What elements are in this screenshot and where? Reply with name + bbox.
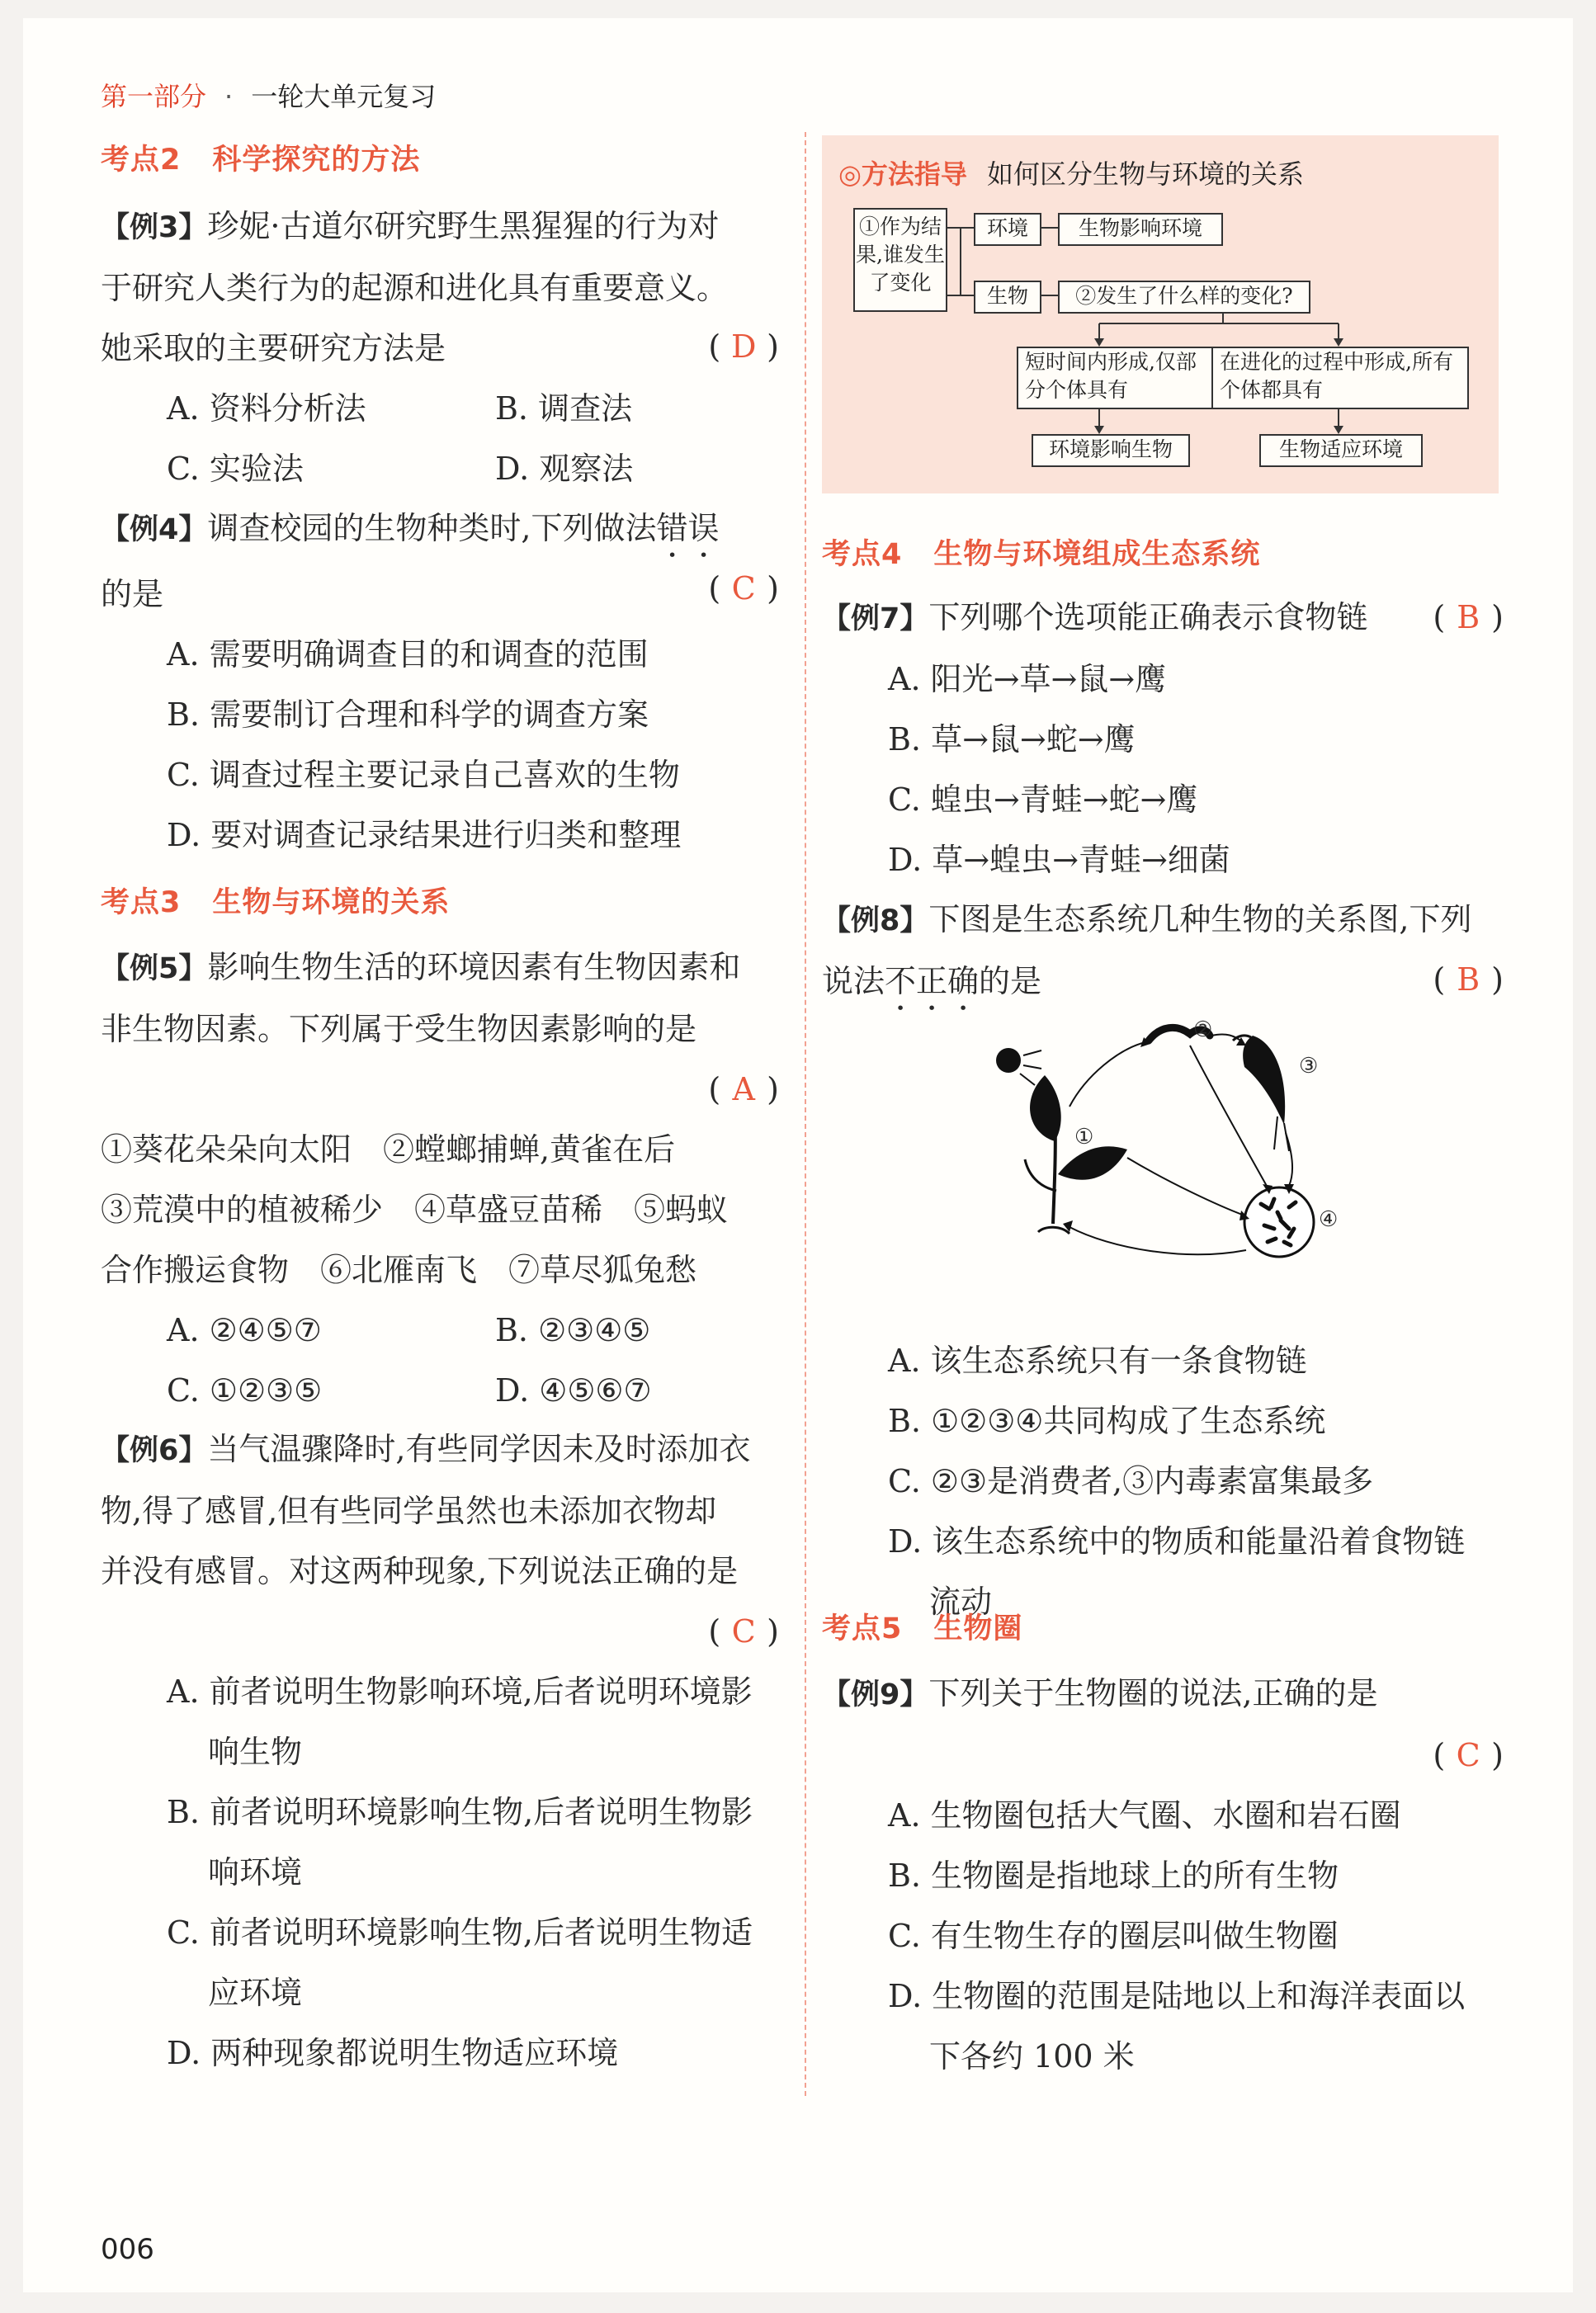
example-3-line1: 珍妮·古道尔研究野生黑猩猩的行为对 [207, 208, 720, 244]
example-9 [822, 1664, 1512, 2087]
topic-4-title: 生物与环境组成生态系统 [933, 538, 1261, 571]
example-6 [101, 1419, 787, 2084]
example-6-answer-slot: ( C ) [101, 1602, 787, 1662]
example-8-label: 【例8】 [822, 904, 929, 937]
header-subtitle: 一轮大单元复习 [251, 81, 437, 112]
plant-icon [1025, 1075, 1127, 1234]
example-5-line4: ③荒漠中的植被稀少 ④草盛豆苗稀 ⑤蚂蚁 [101, 1192, 729, 1228]
topic-2-title: 科学探究的方法 [212, 144, 421, 177]
example-5-option-d: D. ④⑤⑥⑦ [495, 1372, 652, 1409]
guide-box-evolution: 在进化的过程中形成,所有个体都具有 [1211, 347, 1469, 409]
guide-box-env-affects-organism: 环境影响生物 [1032, 434, 1190, 467]
example-3-option-c: C. 实验法 [167, 451, 304, 487]
example-8-option-b: B. ①②③④共同构成了生态系统 [888, 1403, 1326, 1439]
example-6-label: 【例6】 [101, 1434, 208, 1467]
example-7-option-c: C. 蝗虫→青蛙→蛇→鹰 [888, 781, 1198, 818]
example-7 [822, 588, 1512, 890]
decomposer-icon [1244, 1187, 1314, 1257]
figure-label-3: ③ [1299, 1054, 1319, 1079]
page-header [101, 76, 436, 114]
bird-icon [1233, 1036, 1289, 1151]
example-6-answer: C [731, 1613, 756, 1650]
example-8-line2a: 说法 [822, 963, 885, 999]
example-4-option-d: D. 要对调查记录结果进行归类和整理 [167, 817, 682, 853]
guide-box-short-term: 短时间内形成,仅部分个体具有 [1017, 347, 1213, 409]
example-4-answer: C [731, 570, 756, 607]
example-5-line2: 非生物因素。下列属于受生物因素影响的是 [101, 1011, 697, 1047]
topic-5-title: 生物圈 [933, 1612, 1023, 1645]
example-6-line1: 当气温骤降时,有些同学因未及时添加衣 [207, 1431, 751, 1467]
example-9-option-d-cont: 下各约 100 米 [929, 2038, 1135, 2075]
topic-5-number: 考点5 [822, 1612, 903, 1645]
example-7-option-b: B. 草→鼠→蛇→鹰 [888, 721, 1136, 758]
example-4 [101, 498, 787, 866]
example-4-option-c: C. 调查过程主要记录自己喜欢的生物 [167, 757, 680, 793]
example-6-option-b-cont: 响环境 [208, 1854, 303, 1891]
column-divider [805, 132, 806, 2096]
example-3-label: 【例3】 [101, 211, 208, 244]
method-guide-panel [822, 135, 1499, 493]
example-8-emphasis: 不正确 [885, 963, 980, 999]
example-8-option-c: C. ②③是消费者,③内毒素富集最多 [888, 1463, 1374, 1499]
example-5-answer: A [732, 1071, 755, 1107]
figure-label-1: ① [1074, 1125, 1094, 1149]
topic-3-heading [101, 880, 450, 921]
example-7-option-a: A. 阳光→草→鼠→鹰 [888, 661, 1167, 697]
example-4-line2: 的是 [101, 576, 164, 612]
guide-box-result: ①作为结果,谁发生了变化 [853, 208, 947, 312]
example-6-line3: 并没有感冒。对这两种现象,下列说法正确的是 [101, 1553, 739, 1589]
example-5-line1: 影响生物生活的环境因素有生物因素和 [207, 949, 741, 985]
example-3 [101, 196, 787, 499]
guide-box-organism: 生物 [974, 281, 1041, 314]
example-8-option-d-cont: 流动 [929, 1584, 993, 1620]
example-3-answer-slot: ( D ) [708, 317, 779, 377]
example-3-line2: 于研究人类行为的起源和进化具有重要意义。 [101, 270, 729, 306]
example-3-answer: D [730, 328, 757, 365]
example-6-option-b: B. 前者说明环境影响生物,后者说明生物影 [167, 1794, 753, 1830]
example-8-option-d: D. 该生态系统中的物质和能量沿着食物链 [888, 1523, 1466, 1560]
example-5-label: 【例5】 [101, 952, 208, 985]
example-5-option-c: C. ①②③⑤ [167, 1372, 323, 1409]
example-8-answer: B [1457, 961, 1480, 998]
example-9-line1: 下列关于生物圈的说法,正确的是 [928, 1675, 1378, 1711]
guide-box-what-changed: ②发生了什么样的变化? [1058, 281, 1310, 314]
example-6-line2: 物,得了感冒,但有些同学虽然也未添加衣物却 [101, 1493, 717, 1529]
header-part: 第一部分 [101, 81, 207, 112]
example-7-line1: 下列哪个选项能正确表示食物链 [928, 599, 1368, 635]
example-8 [822, 890, 1512, 1632]
example-6-option-a: A. 前者说明生物影响环境,后者说明环境影 [167, 1673, 753, 1710]
example-5-option-a: A. ②④⑤⑦ [167, 1312, 322, 1348]
figure-label-2: ② [1193, 1017, 1213, 1042]
example-7-answer-slot: ( B ) [1433, 588, 1504, 648]
example-6-option-a-cont: 响生物 [208, 1734, 303, 1770]
example-6-option-c-cont: 应环境 [208, 1975, 303, 2011]
example-9-option-d: D. 生物圈的范围是陆地以上和海洋表面以 [888, 1978, 1466, 2014]
example-3-option-d: D. 观察法 [495, 451, 634, 487]
example-8-answer-slot: ( B ) [1433, 950, 1504, 1010]
method-guide-heading: 如何区分生物与环境的关系 [986, 158, 1304, 190]
topic-4-heading [822, 531, 1260, 573]
example-9-option-a: A. 生物圈包括大气圈、水圈和岩石圈 [888, 1797, 1401, 1834]
example-3-option-a: A. 资料分析法 [167, 390, 366, 427]
example-7-option-d: D. 草→蝗虫→青蛙→细菌 [888, 842, 1230, 878]
example-9-option-b: B. 生物圈是指地球上的所有生物 [888, 1857, 1339, 1894]
method-guide-label: ◎方法指导 [838, 158, 967, 190]
example-4-emphasis: 错误 [656, 510, 720, 546]
example-9-option-c: C. 有生物生存的圈层叫做生物圈 [888, 1918, 1339, 1954]
example-8-line2c: 的是 [979, 963, 1042, 999]
example-5-line5: 合作搬运食物 ⑥北雁南飞 ⑦草尽狐兔愁 [101, 1252, 697, 1288]
ecosystem-illustration [822, 1017, 1512, 1331]
ecosystem-figure [822, 1017, 1512, 1331]
figure-label-4: ④ [1319, 1207, 1339, 1232]
topic-5-heading [822, 1606, 1022, 1647]
example-4-line1: 调查校园的生物种类时,下列做法 [207, 510, 657, 546]
example-3-line3: 她采取的主要研究方法是 [101, 330, 446, 366]
guide-box-organism-adapts: 生物适应环境 [1259, 434, 1423, 467]
example-6-option-d: D. 两种现象都说明生物适应环境 [167, 2035, 619, 2071]
topic-3-number: 考点3 [101, 886, 182, 919]
example-4-option-a: A. 需要明确调查目的和调查的范围 [167, 636, 649, 673]
example-8-line1: 下图是生态系统几种生物的关系图,下列 [928, 901, 1472, 937]
example-4-option-b: B. 需要制订合理和科学的调查方案 [167, 696, 649, 733]
topic-4-number: 考点4 [822, 538, 903, 571]
topic-3-title: 生物与环境的关系 [212, 886, 451, 919]
example-7-answer: B [1457, 599, 1480, 635]
example-9-answer: C [1456, 1737, 1480, 1773]
example-5 [101, 937, 787, 1421]
topic-2-heading [101, 137, 420, 178]
example-5-option-b: B. ②③④⑤ [495, 1312, 651, 1348]
sun-icon [996, 1048, 1021, 1073]
topic-2-number: 考点2 [101, 144, 182, 177]
example-7-label: 【例7】 [822, 602, 929, 635]
example-4-label: 【例4】 [101, 513, 208, 546]
example-6-option-c: C. 前者说明环境影响生物,后者说明生物适 [167, 1914, 753, 1951]
example-5-answer-slot: ( A ) [101, 1060, 787, 1120]
page-number: 006 [101, 2233, 154, 2266]
sun-rays-icon [1020, 1050, 1041, 1085]
example-8-option-a: A. 该生态系统只有一条食物链 [888, 1343, 1307, 1379]
header-dot: · [224, 81, 234, 112]
guide-box-organism-affects-env: 生物影响环境 [1058, 213, 1223, 246]
example-3-option-b: B. 调查法 [495, 390, 633, 427]
example-9-answer-slot: ( C ) [822, 1725, 1512, 1786]
example-4-answer-slot: ( C ) [708, 559, 779, 619]
guide-box-environment: 环境 [974, 213, 1041, 246]
example-9-label: 【例9】 [822, 1678, 929, 1711]
example-5-line3: ①葵花朵朵向太阳 ②螳螂捕蝉,黄雀在后 [101, 1131, 676, 1168]
